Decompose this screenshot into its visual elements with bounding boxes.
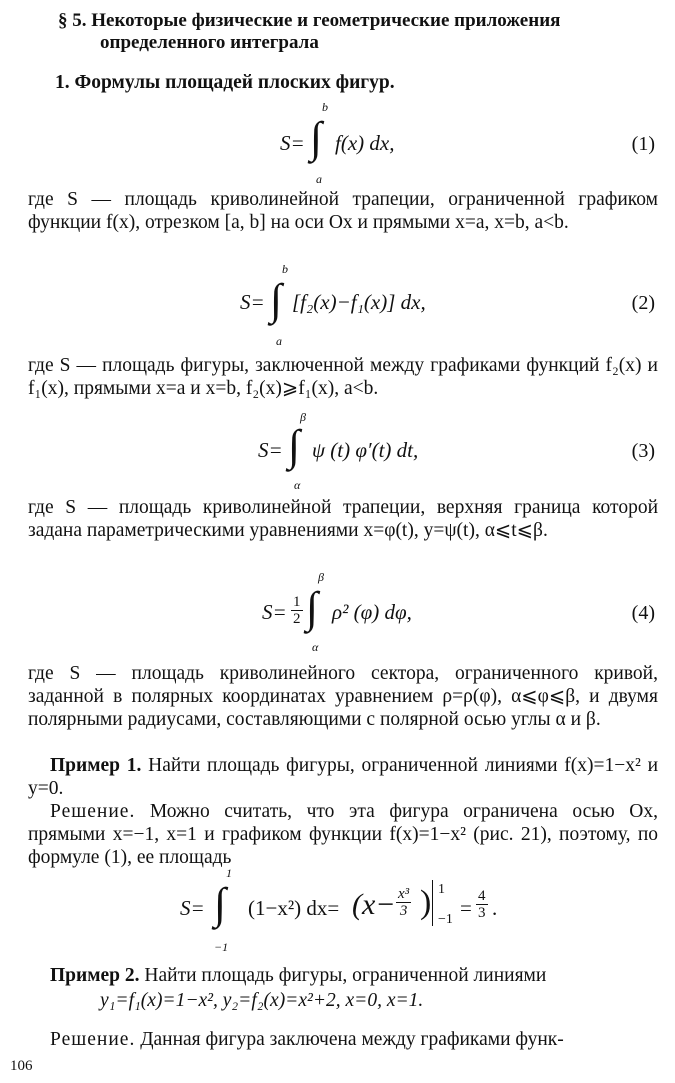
formula-4-upper-limit: β [318, 570, 324, 584]
formula-5-fraction [396, 886, 411, 919]
formula-4-coefficient [291, 594, 303, 627]
solution-2 [28, 1028, 658, 1051]
example-1-text: Найти площадь фигуры, ограниченной линиями f(x)=1−x² и y=0. [28, 755, 659, 799]
formula-3-body: ψ (t) φ′(t) dt, [312, 438, 419, 462]
bar-lower: −1 [438, 912, 453, 927]
integral-sign-icon: ∫ [288, 421, 301, 470]
formula-5-lhs: S= [180, 896, 205, 920]
integral-sign-icon: ∫ [310, 113, 323, 162]
integral-sign-icon: ∫ [306, 583, 319, 632]
example-2-formula: y₁=f₁(x)=1−x², y₂=f₂(x)=x²+2, x=0, x=1. [100, 990, 424, 1011]
formula-5-close-paren: ) [420, 884, 432, 921]
formula-2-body: [f₂(x)−f₁(x)] dx, [292, 290, 426, 314]
example-1 [28, 754, 658, 800]
section-title-line2: определенного интеграла [100, 32, 319, 53]
example-2-text: Найти площадь фигуры, ограниченной линиями [144, 965, 547, 986]
formula-5-equals: = [460, 896, 472, 920]
paragraph-4: где S — площадь криволинейного сектора, ограниченного кривой, заданной в полярных координатах уравнением ρ=ρ(φ), α⩽φ⩽β, и двумя полярными радиусами, составляющими с полярной осью углы α и β. [28, 663, 658, 730]
formula-1-lhs: S= [280, 131, 305, 155]
page-number: 106 [10, 1058, 33, 1074]
integral-sign-icon: ∫ [270, 275, 283, 324]
integral-sign-icon: ∫ [214, 879, 227, 928]
formula-1-body: f(x) dx, [335, 131, 395, 155]
formula-2-lower-limit: a [276, 334, 282, 348]
formula-5-upper-limit: 1 [226, 866, 232, 880]
formula-1-upper-limit: b [322, 100, 328, 114]
coefficient-denominator: 2 [293, 611, 301, 627]
fraction-denominator: 3 [399, 903, 408, 919]
formula-1-number: (1) [631, 133, 655, 155]
formula-5-result [476, 888, 488, 921]
solution-2-text: Данная фигура заключена между графиками функ- [140, 1029, 564, 1050]
subsection-title: 1. Формулы площадей плоских фигур. [55, 72, 395, 93]
formula-2-number: (2) [631, 292, 655, 314]
formula-4-number: (4) [631, 602, 655, 624]
solution-2-label: Решение. [50, 1029, 136, 1050]
evaluation-bar [432, 880, 433, 926]
example-2-label: Пример 2. [50, 965, 140, 986]
fraction-numerator: x³ [398, 886, 410, 902]
paragraph-1: где S — площадь криволинейной трапеции, ограниченной графиком функции f(x), отрезком [a, b] на оси Ox и прямыми x=a, x=b, a<b. [28, 189, 658, 233]
solution-1-label: Решение. [50, 801, 136, 822]
formula-4-lower-limit: α [312, 640, 319, 654]
formula-3-lower-limit: α [294, 478, 301, 492]
example-2 [28, 964, 658, 987]
paragraph-2: где S — площадь фигуры, заключенной между графиками функций f₂(x) и f₁(x), прямыми x=a и x=b, f₂(x)⩾f₁(x), a<b. [28, 355, 658, 399]
formula-4-lhs: S= [262, 600, 287, 624]
formula-3-lhs: S= [258, 438, 283, 462]
formula-5-body: (1−x²) dx= [248, 896, 340, 920]
section-title-line1: § 5. Некоторые физические и геометрические приложения [58, 10, 561, 31]
result-numerator: 4 [478, 888, 486, 904]
paragraph-3: где S — площадь криволинейной трапеции, верхняя граница которой задана параметрическими уравнениями x=φ(t), y=ψ(t), α⩽t⩽β. [28, 497, 658, 541]
formula-5-open-paren: (x− [352, 888, 396, 921]
formula-3-upper-limit: β [300, 410, 306, 424]
bar-upper: 1 [438, 882, 445, 897]
formula-2-upper-limit: b [282, 262, 288, 276]
example-1-label: Пример 1. [50, 755, 142, 776]
formula-1-lower-limit: a [316, 172, 322, 186]
formula-3-number: (3) [631, 440, 655, 462]
solution-1 [28, 800, 658, 869]
formula-2-lhs: S= [240, 290, 265, 314]
result-denominator: 3 [478, 905, 486, 921]
formula-4-body: ρ² (φ) dφ, [332, 600, 412, 624]
solution-1-text: Можно считать, что эта фигура ограничена осью Ox, прямыми x=−1, x=1 и графиком функции f(x)=1−x² (рис. 21), поэтому, по формуле (1), ее площадь [28, 801, 658, 868]
formula-5-lower-limit: −1 [214, 940, 229, 954]
coefficient-numerator: 1 [293, 594, 301, 610]
formula-5-end: . [492, 896, 498, 920]
